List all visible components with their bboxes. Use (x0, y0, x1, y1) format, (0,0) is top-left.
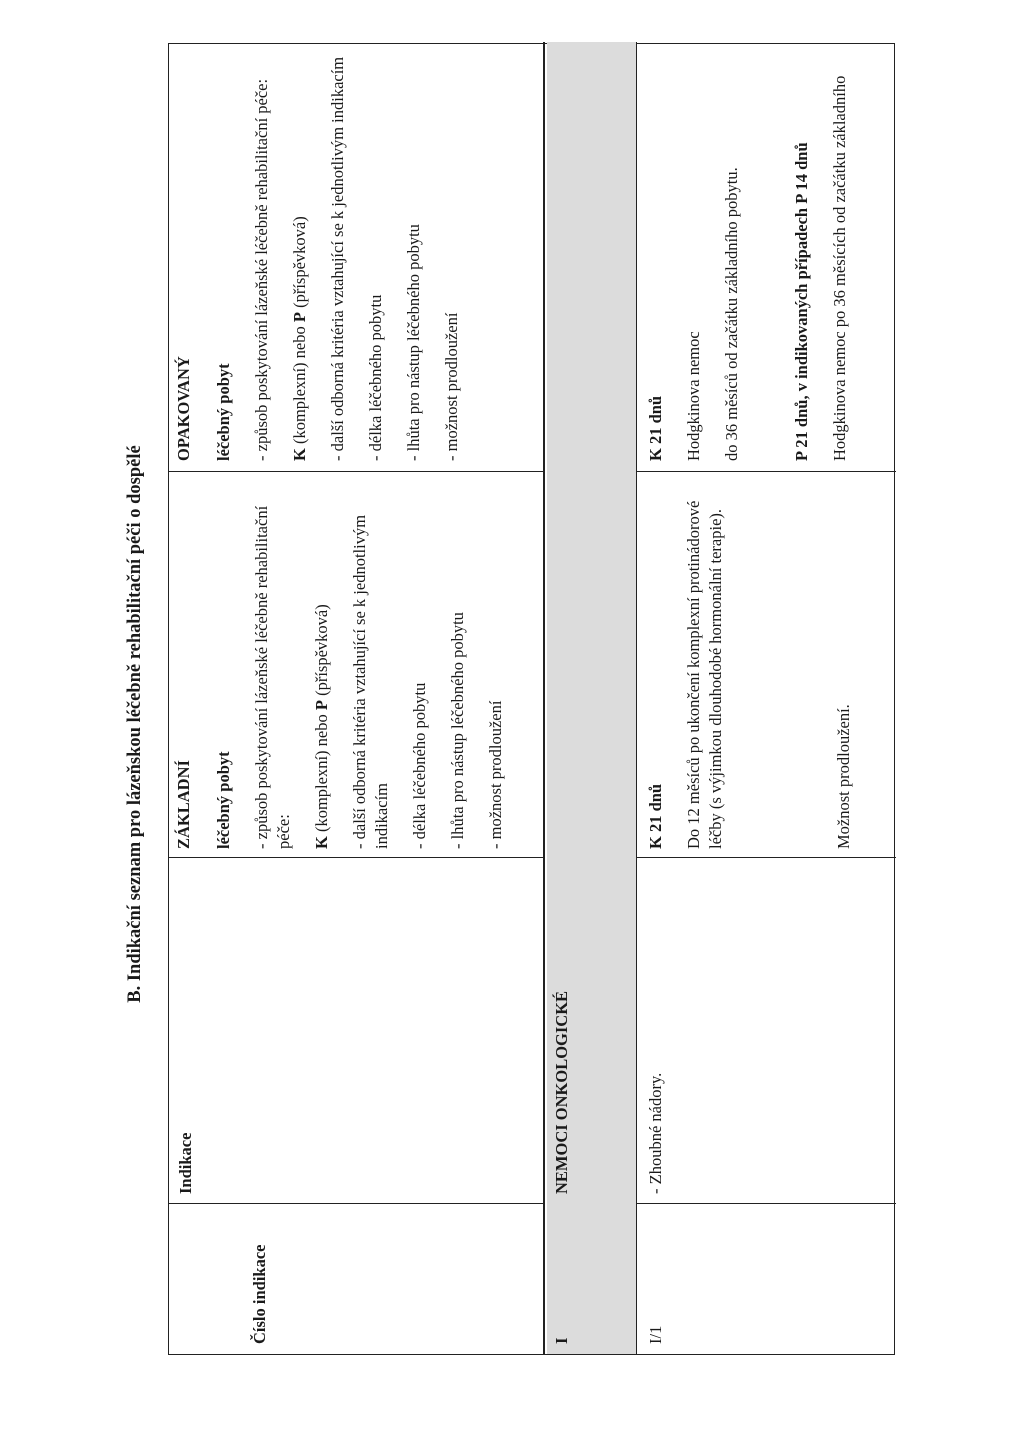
header-cislo-label: Číslo indikace (250, 1244, 269, 1344)
divider (169, 857, 543, 858)
zakladni-subtitle: léčebný pobyt (214, 751, 233, 849)
divider (636, 471, 896, 472)
header-cislo-indikace (249, 1214, 271, 1344)
opakovany-title: OPAKOVANÝ (174, 356, 193, 461)
header-opakovany (173, 51, 463, 461)
opakovany-p: P (290, 312, 309, 323)
opakovany-item-extension: - možnost prodloužení (442, 312, 461, 461)
zakladni-item-length: - délka léčebného pobytu (410, 682, 429, 849)
divider (636, 42, 637, 1354)
zakladni-item-criteria: - další odborná kritéria vztahující se k jednotlivým indikacím (350, 514, 391, 849)
document-title: B. Indikační seznam pro lázeňskou léčebně rehabilitační péči o dospělé (125, 445, 145, 1003)
zakladni-p: P (312, 700, 331, 711)
repeat-line3: Hodgkinova nemoc po 36 měsících od začátku základního (830, 75, 849, 461)
header-indikace-label: Indikace (176, 1132, 195, 1194)
opakovany-item-length: - délka léčebného pobytu (366, 294, 385, 461)
divider (636, 857, 896, 858)
opakovany-k: K (290, 448, 309, 461)
zakladni-title: ZÁKLADNÍ (174, 760, 193, 849)
opakovany-subtitle: léčebný pobyt (214, 363, 233, 461)
basic-criteria: Do 12 měsíců po ukončení komplexní protinádorové léčby (s výjimkou dlouhodobé hormonální terapie). (684, 500, 725, 849)
basic-extension: Možnost prodloužení. (834, 704, 853, 849)
repeat-stay: K 21 dnů (646, 395, 665, 461)
opakovany-p-text: (příspěvková) (290, 216, 309, 308)
zakladni-k-text: (komplexní) nebo (312, 714, 331, 833)
divider (543, 42, 545, 1354)
zakladni-kp-line (311, 479, 333, 849)
indication-table (168, 43, 895, 1355)
divider (169, 1203, 543, 1204)
section-name-label: NEMOCI ONKOLOGICKÉ (552, 990, 571, 1194)
header-indikace (175, 874, 197, 1194)
zakladni-item-method: - způsob poskytování lázeňské léčebně rehabilitační péče: (252, 505, 293, 849)
repeat-line2: do 36 měsíců od začátku základního pobytu. (722, 167, 741, 461)
row-number-label: I/1 (646, 1325, 665, 1344)
header-zakladni (173, 479, 507, 849)
divider (636, 1203, 896, 1204)
opakovany-k-text: (komplexní) nebo (290, 326, 309, 445)
row-basic (645, 479, 855, 849)
opakovany-item-criteria: - další odborná kritéria vztahující se k jednotlivým indikacím (328, 56, 347, 461)
section-name (551, 874, 573, 1194)
zakladni-p-text: (příspěvková) (312, 604, 331, 696)
divider (169, 471, 543, 472)
opakovany-kp-line (289, 51, 311, 461)
row-indication (645, 874, 667, 1194)
opakovany-item-deadline: - lhůta pro nástup léčebného pobytu (404, 224, 423, 461)
zakladni-k: K (312, 836, 331, 849)
zakladni-item-deadline: - lhůta pro nástup léčebného pobytu (448, 612, 467, 849)
zakladni-item-extension: - možnost prodloužení (486, 700, 505, 849)
row-repeat (645, 51, 851, 461)
repeat-line1: Hodgkinova nemoc (684, 331, 703, 461)
repeat-stay2: P 21 dnů, v indikovaných případech P 14 dnů (792, 142, 811, 461)
section-number (551, 1224, 573, 1344)
row-number (645, 1214, 667, 1344)
opakovany-item-method: - způsob poskytování lázeňské léčebně rehabilitační péče: (252, 78, 271, 461)
row-indication-label: - Zhoubné nádory. (646, 1072, 665, 1194)
basic-stay: K 21 dnů (646, 783, 665, 849)
section-number-label: I (552, 1337, 571, 1344)
